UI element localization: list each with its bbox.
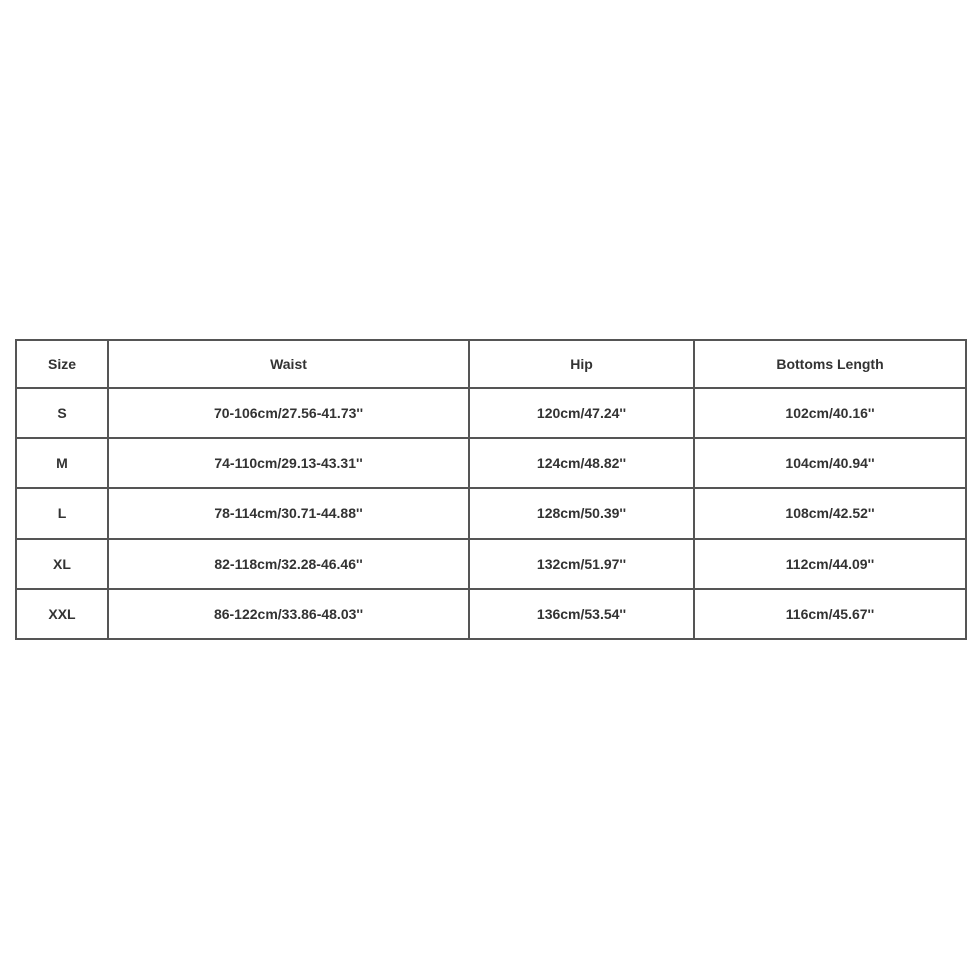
cell-hip: 124cm/48.82'': [469, 438, 694, 488]
cell-bottoms-length: 102cm/40.16'': [694, 388, 966, 438]
table-row: [16, 589, 966, 639]
table-header-row: [16, 340, 966, 388]
cell-size: L: [16, 488, 108, 538]
size-chart-table: [15, 339, 967, 640]
cell-bottoms-length: 112cm/44.09'': [694, 539, 966, 589]
cell-bottoms-length: 104cm/40.94'': [694, 438, 966, 488]
cell-size: XL: [16, 539, 108, 589]
table-row: [16, 539, 966, 589]
table-row: [16, 438, 966, 488]
header-hip: Hip: [469, 340, 694, 388]
cell-waist: 70-106cm/27.56-41.73'': [108, 388, 469, 438]
header-size: Size: [16, 340, 108, 388]
cell-waist: 74-110cm/29.13-43.31'': [108, 438, 469, 488]
cell-hip: 136cm/53.54'': [469, 589, 694, 639]
cell-bottoms-length: 108cm/42.52'': [694, 488, 966, 538]
cell-hip: 132cm/51.97'': [469, 539, 694, 589]
cell-bottoms-length: 116cm/45.67'': [694, 589, 966, 639]
cell-size: M: [16, 438, 108, 488]
header-bottoms-length: Bottoms Length: [694, 340, 966, 388]
cell-waist: 82-118cm/32.28-46.46'': [108, 539, 469, 589]
table-row: [16, 388, 966, 438]
cell-waist: 78-114cm/30.71-44.88'': [108, 488, 469, 538]
header-waist: Waist: [108, 340, 469, 388]
cell-hip: 120cm/47.24'': [469, 388, 694, 438]
table-row: [16, 488, 966, 538]
cell-size: S: [16, 388, 108, 438]
cell-hip: 128cm/50.39'': [469, 488, 694, 538]
cell-size: XXL: [16, 589, 108, 639]
cell-waist: 86-122cm/33.86-48.03'': [108, 589, 469, 639]
